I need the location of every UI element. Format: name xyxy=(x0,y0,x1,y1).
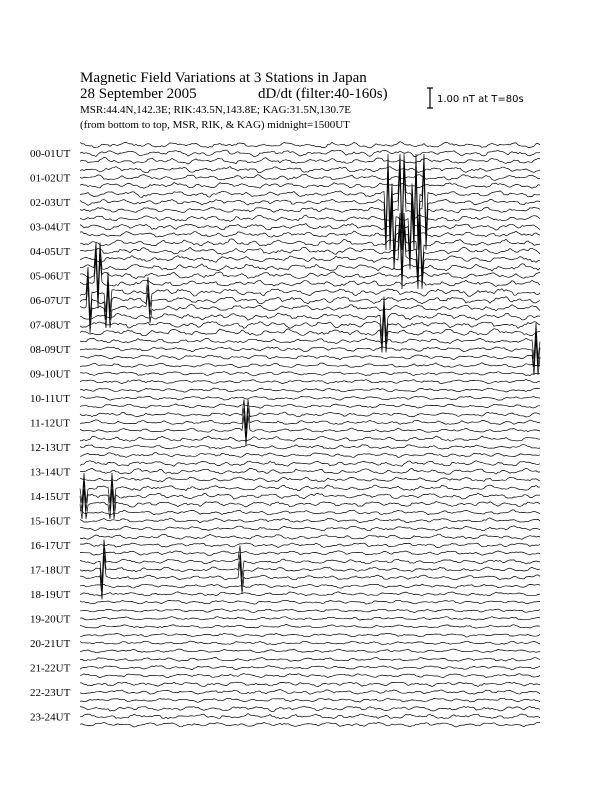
trace-rik xyxy=(80,518,540,523)
trace-rik xyxy=(80,543,540,548)
trace-msr xyxy=(80,722,540,727)
trace-kag xyxy=(80,540,540,584)
row-label: 05-06UT xyxy=(30,270,71,283)
trace-rik xyxy=(80,372,540,376)
row-label: 11-12UT xyxy=(30,417,70,430)
trace-kag xyxy=(80,510,540,515)
trace-rik xyxy=(80,641,540,644)
scale-bar xyxy=(427,88,433,108)
trace-kag xyxy=(80,609,540,613)
trace-msr xyxy=(80,551,540,556)
row-label: 18-19UT xyxy=(30,589,71,601)
row-label: 13-14UT xyxy=(30,466,71,479)
station-order-note: (from bottom to top, MSR, RIK, & KAG) midnight=1500UT xyxy=(80,119,350,131)
trace-msr xyxy=(80,183,540,189)
trace-kag xyxy=(80,154,540,234)
trace-rik xyxy=(80,592,540,596)
row-label: 07-08UT xyxy=(30,319,71,332)
trace-msr xyxy=(80,453,540,458)
row-label: 19-20UT xyxy=(30,613,71,626)
trace-rik xyxy=(80,174,540,180)
row-label: 21-22UT xyxy=(30,662,71,675)
trace-kag xyxy=(80,400,540,430)
row-label: 01-02UT xyxy=(30,172,71,185)
trace-msr xyxy=(80,229,540,289)
row-label: 00-01UT xyxy=(30,148,71,160)
trace-rik xyxy=(80,690,540,695)
trace-rik xyxy=(80,445,540,450)
chart-filter: dD/dt (filter:40-160s) xyxy=(258,86,388,102)
row-label: 22-23UT xyxy=(30,687,71,699)
trace-kag xyxy=(80,461,540,467)
trace-msr xyxy=(80,674,540,678)
trace-kag xyxy=(80,584,540,588)
trace-rik xyxy=(80,468,540,474)
trace-rik xyxy=(80,150,540,157)
row-label: 16-17UT xyxy=(30,540,71,552)
trace-rik xyxy=(80,481,540,511)
trace-kag xyxy=(80,213,540,273)
row-label: 09-10UT xyxy=(30,368,71,381)
trace-kag xyxy=(80,682,540,687)
trace-msr xyxy=(80,624,540,628)
trace-kag xyxy=(80,634,540,638)
chart-title: Magnetic Field Variations at 3 Stations in Japan xyxy=(80,70,367,86)
row-label: 23-24UT xyxy=(30,711,71,724)
row-label: 02-03UT xyxy=(30,197,71,209)
trace-msr xyxy=(80,526,540,531)
trace-msr xyxy=(80,416,540,446)
trace-kag xyxy=(80,243,540,293)
trace-kag xyxy=(80,388,540,392)
trace-kag xyxy=(80,142,540,148)
trace-rik xyxy=(80,331,540,367)
station-coordinates: MSR:44.4N,142.3E; RIK:43.5N,143.8E; KAG:31.5N,130.7E xyxy=(80,104,352,116)
row-label: 08-09UT xyxy=(30,344,71,356)
trace-rik xyxy=(80,713,540,718)
trace-msr xyxy=(80,600,540,604)
trace-kag xyxy=(80,363,540,368)
trace-kag xyxy=(80,706,540,712)
trace-rik xyxy=(80,221,540,281)
trace-kag xyxy=(80,534,540,539)
trace-kag xyxy=(80,167,540,173)
chart-date: 28 September 2005 xyxy=(80,86,197,102)
row-label: 20-21UT xyxy=(30,638,71,650)
trace-kag xyxy=(80,436,540,441)
trace-msr xyxy=(80,379,540,383)
row-label: 06-07UT xyxy=(30,295,71,307)
trace-rik xyxy=(80,617,540,621)
scale-bar-label: 1.00 nT at T=80s xyxy=(437,94,524,105)
trace-msr xyxy=(80,649,540,653)
trace-rik xyxy=(80,396,540,400)
trace-msr xyxy=(80,477,540,482)
row-label: 04-05UT xyxy=(30,246,71,258)
trace-msr xyxy=(80,339,540,375)
trace-msr xyxy=(80,489,540,519)
row-label: 17-18UT xyxy=(30,564,71,577)
trace-rik xyxy=(80,408,540,438)
row-label: 14-15UT xyxy=(30,491,71,503)
row-label: 12-13UT xyxy=(30,442,71,454)
trace-msr xyxy=(80,170,540,250)
trace-msr xyxy=(80,313,540,353)
row-label: 15-16UT xyxy=(30,515,71,528)
trace-rik xyxy=(80,162,540,242)
trace-kag xyxy=(80,323,540,359)
trace-msr xyxy=(80,698,540,702)
trace-kag xyxy=(80,657,540,661)
trace-msr xyxy=(80,158,540,165)
row-label: 03-04UT xyxy=(30,221,71,234)
trace-rik xyxy=(80,666,540,670)
trace-kag xyxy=(80,473,540,503)
trace-msr xyxy=(80,404,540,408)
row-label: 10-11UT xyxy=(30,393,70,405)
